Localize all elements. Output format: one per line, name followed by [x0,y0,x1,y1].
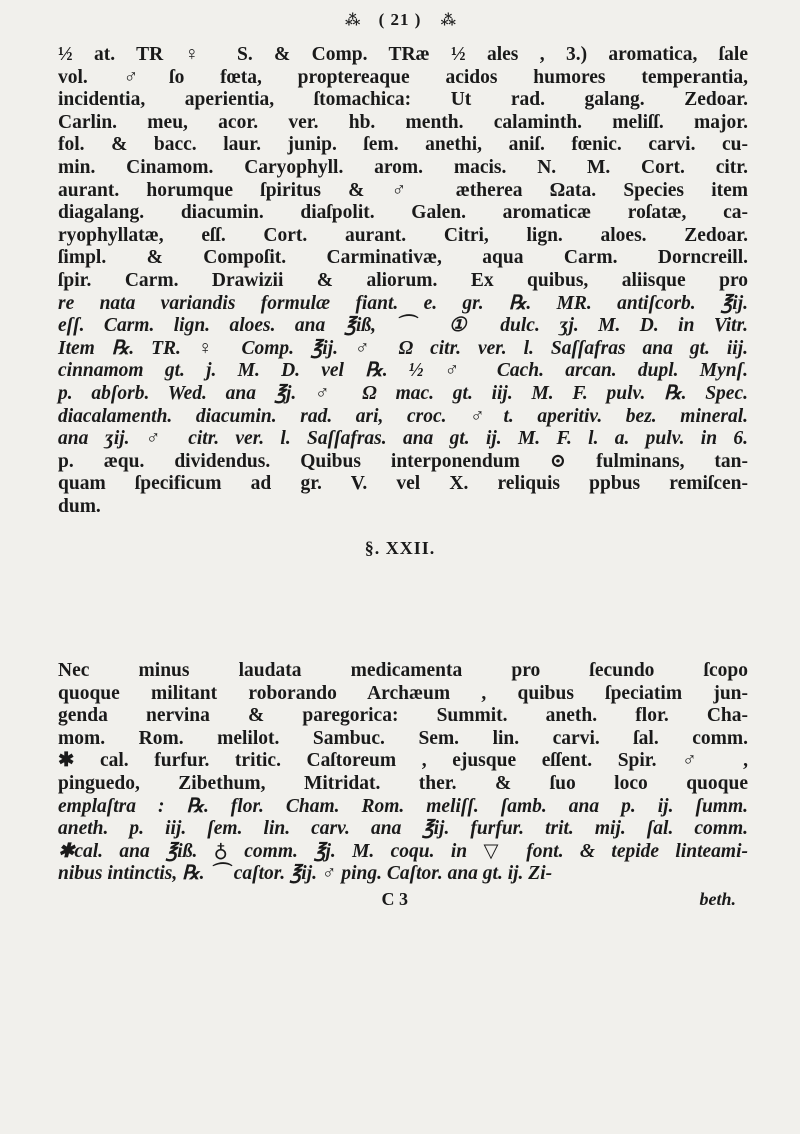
paragraph-1-line: ana ʒij. ♂ citr. ver. l. Saſſafras. ana gt. ij. M. F. l. a. pulv. in 6. [58,428,748,450]
paragraph-1-line: diagalang. diacumin. diaſpolit. Galen. aromaticæ roſatæ, ca- [58,202,748,224]
paragraph-2 [58,660,748,886]
paragraph-1-line: cinnamom gt. j. M. D. vel ℞. ½ ♂ Cach. arcan. dupl. Mynſ. [58,360,748,382]
paragraph-2-line: aneth. p. iij. ſem. lin. carv. ana ℥ij. furfur. trit. mij. ſal. comm. [58,818,748,840]
page-number: ( 21 ) [378,10,422,29]
paragraph-1-line: ſimpl. & Compoſit. Carminativæ, aqua Carm. Dorncreill. [58,247,748,269]
paragraph-1-line: Item ℞. TR. ♀ Comp. ℥ij. ♂ Ω citr. ver. l. Saſſafras ana gt. iij. [58,337,748,359]
paragraph-2-line: ✱ cal. furfur. tritic. Caſtoreum , ejusque eſſent. Spir. ♂ , [58,750,748,772]
page-header [0,10,800,30]
paragraph-2-line: mom. Rom. melilot. Sambuc. Sem. lin. carvi. ſal. comm. [58,727,748,749]
section-heading: §. XXII. [364,538,436,558]
paragraph-1-line: diacalamenth. diacumin. rad. ari, croc. ♂t. aperitiv. bez. mineral. [58,405,748,427]
paragraph-1-line: min. Cinamom. Caryophyll. arom. macis. N. M. Cort. citr. [58,156,748,178]
paragraph-2-line: pinguedo, Zibethum, Mitridat. ther. & ſuo loco quoque [58,772,748,794]
paragraph-2-line: quoque militant roborando Archæum , quibus ſpeciatim jun- [58,682,748,704]
paragraph-1-line: dum. [58,495,101,517]
paragraph-1-line: Carlin. meu, acor. ver. hb. menth. calaminth. meliſſ. major. [58,111,748,133]
paragraph-2-line: genda nervina & paregorica: Summit. aneth. flor. Cha- [58,705,748,727]
paragraph-1 [58,44,748,518]
paragraph-1-line: fol. & bacc. laur. junip. ſem. anethi, aniſ. fœnic. carvi. cu- [58,134,748,156]
paragraph-1-line: ſpir. Carm. Drawizii & aliorum. Ex quibus, aliisque pro [58,269,748,291]
paragraph-2-line: nibus intinctis, ℞. ⌒ caſtor. ℥ij. ♂ ping. Caſtor. ana gt. ij. Zi- [58,863,553,885]
header-ornament-right: ⁂ [440,13,456,29]
paragraph-1-line: vol. ♂ſo fœta, proptereaque acidos humores temperantia, [58,66,748,88]
paragraph-1-line: p. abſorb. Wed. ana ℥j. ♂ Ω mac. gt. iij. M. F. pulv. ℞. Spec. [58,382,748,404]
paragraph-1-line: ryophyllatæ, eſſ. Cort. aurant. Citri, lign. aloes. Zedoar. [58,224,748,246]
paragraph-1-line: eſſ. Carm. lign. aloes. ana ℥iß, ⌒ ① dulc. ʒj. M. D. in Vitr. [58,315,748,337]
paragraph-1-line: aurant. horumque ſpiritus & ♂ ætherea Ωata. Species item [58,179,748,201]
paragraph-1-line: re nata variandis formulæ fiant. e. gr. ℞. MR. antiſcorb. ℥ij. [58,292,748,314]
catchword: beth. [699,889,736,909]
header-ornament-left: ⁂ [344,13,360,29]
paragraph-2-line: emplaſtra : ℞. flor. Cham. Rom. meliſſ. ſamb. ana p. ij. ſumm. [58,795,748,817]
paragraph-2-line: ✱cal. ana ℥iß. ♁ comm. ℥j. M. coqu. in ▽ font. & tepide linteami- [58,840,748,862]
paragraph-2-line: Nec minus laudata medicamenta pro ſecundo ſcopo [58,660,748,681]
paragraph-1-line: incidentia, aperientia, ſtomachica: Ut rad. galang. Zedoar. [58,89,748,111]
paragraph-1-line: ½ at. TR ♀ S. & Comp. TRæ ½ ales , 3.) aromatica, ſale [58,44,748,65]
paragraph-1-line: quam ſpecificum ad gr. V. vel X. reliquis ppbus remiſcen- [58,473,748,495]
signature-mark: C 3 [381,889,408,909]
paragraph-1-line: p. æqu. dividendus. Quibus interponendum ⊙ fulminans, tan- [58,450,748,472]
